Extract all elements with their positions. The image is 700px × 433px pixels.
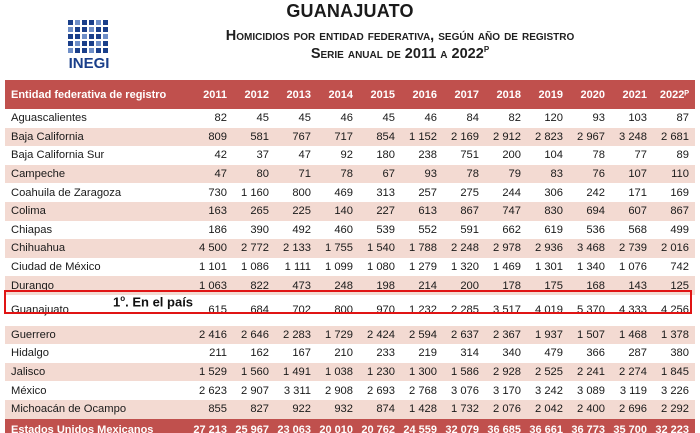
value-cell: 827	[250, 403, 269, 416]
entity-name-cell: Michoacán de Ocampo	[11, 403, 127, 416]
value-cell: 71	[298, 168, 311, 181]
logo-grid-square	[75, 41, 80, 46]
column-header-year: 2014	[328, 88, 353, 101]
table-row	[5, 363, 695, 382]
value-cell: 4 333	[619, 304, 647, 317]
value-cell: 1 468	[619, 328, 647, 341]
total-value-cell: 36 685	[487, 423, 521, 433]
value-cell: 87	[676, 112, 689, 125]
value-cell: 42	[214, 149, 227, 162]
value-cell: 2 936	[535, 242, 563, 255]
value-cell: 163	[208, 205, 227, 218]
table-total-row	[5, 419, 695, 433]
value-cell: 93	[592, 112, 605, 125]
value-cell: 1 586	[451, 366, 479, 379]
logo-grid-square	[82, 41, 87, 46]
value-cell: 2 739	[619, 242, 647, 255]
value-cell: 469	[334, 186, 353, 199]
value-cell: 3 089	[577, 384, 605, 397]
column-header-year: 2019	[538, 88, 563, 101]
value-cell: 47	[214, 168, 227, 181]
value-cell: 581	[250, 130, 269, 143]
value-cell: 499	[670, 223, 689, 236]
value-cell: 2 424	[367, 328, 395, 341]
logo-grid-square	[89, 48, 94, 53]
value-cell: 1 160	[241, 186, 269, 199]
rank-sup: o	[120, 294, 126, 303]
value-cell: 2 768	[409, 384, 437, 397]
table-row	[5, 221, 695, 240]
value-cell: 93	[424, 168, 437, 181]
total-label-cell: Estados Unidos Mexicanos	[11, 423, 154, 433]
entity-name-cell: Baja California Sur	[11, 149, 105, 162]
value-cell: 2 400	[577, 403, 605, 416]
value-cell: 92	[340, 149, 353, 162]
value-cell: 479	[544, 347, 563, 360]
total-value-cell: 25 967	[235, 423, 269, 433]
table-row	[5, 202, 695, 221]
value-cell: 313	[376, 186, 395, 199]
value-cell: 970	[376, 304, 395, 317]
value-cell: 238	[418, 149, 437, 162]
value-cell: 1 086	[241, 261, 269, 274]
value-cell: 78	[340, 168, 353, 181]
table-row	[5, 146, 695, 165]
column-header-year: 2018	[496, 88, 521, 101]
value-cell: 2 367	[493, 328, 521, 341]
value-cell: 1 732	[451, 403, 479, 416]
value-cell: 2 696	[619, 403, 647, 416]
value-cell: 257	[418, 186, 437, 199]
value-cell: 46	[424, 112, 437, 125]
value-cell: 539	[376, 223, 395, 236]
rank-text: . En el país	[125, 294, 194, 310]
logo-grid-square	[75, 48, 80, 53]
logo-grid-square	[103, 27, 108, 32]
value-cell: 47	[298, 149, 311, 162]
value-cell: 82	[508, 112, 521, 125]
value-cell: 167	[292, 347, 311, 360]
value-cell: 1 378	[661, 328, 689, 341]
value-cell: 2 908	[325, 384, 353, 397]
table-header-row	[5, 80, 695, 109]
value-cell: 2 016	[661, 242, 689, 255]
column-header-year: 2013	[286, 88, 311, 101]
table-row	[5, 239, 695, 258]
value-cell: 227	[376, 205, 395, 218]
total-value-cell: 35 700	[613, 423, 647, 433]
table-row	[5, 165, 695, 184]
value-cell: 742	[670, 261, 689, 274]
value-cell: 168	[586, 279, 605, 292]
total-value-cell: 23 063	[277, 423, 311, 433]
value-cell: 1 300	[409, 366, 437, 379]
value-cell: 473	[292, 279, 311, 292]
value-cell: 78	[466, 168, 479, 181]
subtitle-line2-text: Serie anual de 2011 a 2022	[310, 45, 484, 62]
value-cell: 822	[250, 279, 269, 292]
value-cell: 607	[628, 205, 647, 218]
value-cell: 2 133	[283, 242, 311, 255]
value-cell: 830	[544, 205, 563, 218]
value-cell: 45	[256, 112, 269, 125]
value-cell: 233	[376, 347, 395, 360]
value-cell: 2 283	[283, 328, 311, 341]
value-cell: 702	[292, 304, 311, 317]
value-cell: 800	[334, 304, 353, 317]
total-value-cell: 20 762	[361, 423, 395, 433]
value-cell: 2 967	[577, 130, 605, 143]
value-cell: 613	[418, 205, 437, 218]
logo-grid-square	[68, 34, 73, 39]
entity-name-cell: Chihuahua	[11, 242, 66, 255]
logo-grid-square	[96, 27, 101, 32]
table-row	[5, 258, 695, 277]
value-cell: 214	[418, 279, 437, 292]
value-cell: 306	[544, 186, 563, 199]
value-cell: 248	[334, 279, 353, 292]
value-cell: 1 937	[535, 328, 563, 341]
value-cell: 684	[250, 304, 269, 317]
value-cell: 107	[628, 168, 647, 181]
logo-grid-square	[96, 41, 101, 46]
value-cell: 867	[460, 205, 479, 218]
table-row	[5, 326, 695, 345]
value-cell: 1 788	[409, 242, 437, 255]
entity-name-cell: Aguascalientes	[11, 112, 87, 125]
value-cell: 492	[292, 223, 311, 236]
value-cell: 854	[376, 130, 395, 143]
value-cell: 45	[298, 112, 311, 125]
value-cell: 552	[418, 223, 437, 236]
logo-grid-square	[75, 20, 80, 25]
value-cell: 730	[208, 186, 227, 199]
value-cell: 1 729	[325, 328, 353, 341]
value-cell: 110	[671, 168, 689, 181]
value-cell: 460	[334, 223, 353, 236]
subtitle-line1: Homicidios por entidad federativa, según año de registro	[225, 28, 575, 44]
logo-grid-square	[68, 20, 73, 25]
value-cell: 171	[628, 186, 647, 199]
value-cell: 3 226	[661, 384, 689, 397]
value-cell: 2 637	[451, 328, 479, 341]
table-row	[5, 109, 695, 128]
value-cell: 1 491	[283, 366, 311, 379]
rank-note	[113, 294, 193, 309]
value-cell: 3 170	[493, 384, 521, 397]
table-row	[5, 183, 695, 202]
value-cell: 3 311	[283, 384, 311, 397]
column-header-year: 2022ᴾ	[659, 88, 689, 101]
value-cell: 46	[340, 112, 353, 125]
value-cell: 2 416	[199, 328, 227, 341]
logo-grid-square	[82, 34, 87, 39]
entity-name-cell: Durango	[11, 279, 54, 292]
value-cell: 2 928	[493, 366, 521, 379]
total-value-cell: 27 213	[193, 423, 227, 433]
value-cell: 366	[586, 347, 605, 360]
value-cell: 4 256	[661, 304, 689, 317]
value-cell: 1 101	[199, 261, 227, 274]
entity-name-cell: Campeche	[11, 168, 66, 181]
value-cell: 175	[544, 279, 563, 292]
value-cell: 89	[676, 149, 689, 162]
value-cell: 1 230	[367, 366, 395, 379]
value-cell: 210	[334, 347, 353, 360]
value-cell: 747	[502, 205, 521, 218]
value-cell: 1 755	[325, 242, 353, 255]
entity-name-cell: Guanajuato	[11, 304, 69, 317]
value-cell: 1 279	[409, 261, 437, 274]
value-cell: 78	[592, 149, 605, 162]
value-cell: 2 292	[661, 403, 689, 416]
logo-grid-square	[68, 27, 73, 32]
value-cell: 3 248	[619, 130, 647, 143]
table-body	[5, 109, 695, 419]
value-cell: 751	[460, 149, 479, 162]
value-cell: 79	[508, 168, 521, 181]
logo-grid-square	[82, 20, 87, 25]
value-cell: 2 285	[451, 304, 479, 317]
value-cell: 2 772	[241, 242, 269, 255]
value-cell: 2 681	[661, 130, 689, 143]
logo-grid-square	[103, 20, 108, 25]
logo-grid-square	[75, 27, 80, 32]
value-cell: 103	[628, 112, 647, 125]
value-cell: 314	[460, 347, 479, 360]
logo-grid-square	[103, 34, 108, 39]
column-header-year: 2016	[412, 88, 437, 101]
total-value-cell: 24 559	[403, 423, 437, 433]
table-row	[5, 301, 695, 320]
value-cell: 1 038	[325, 366, 353, 379]
value-cell: 390	[250, 223, 269, 236]
value-cell: 77	[634, 149, 647, 162]
value-cell: 5 370	[577, 304, 605, 317]
value-cell: 2 525	[535, 366, 563, 379]
column-header-year: 2020	[580, 88, 605, 101]
table-row	[5, 128, 695, 147]
logo-grid-square	[82, 27, 87, 32]
value-cell: 1 469	[493, 261, 521, 274]
value-cell: 3 517	[493, 304, 521, 317]
value-cell: 2 274	[619, 366, 647, 379]
value-cell: 45	[382, 112, 395, 125]
value-cell: 874	[376, 403, 395, 416]
column-header-year: 2015	[370, 88, 395, 101]
value-cell: 83	[550, 168, 563, 181]
value-cell: 162	[250, 347, 269, 360]
value-cell: 1 845	[661, 366, 689, 379]
value-cell: 2 693	[367, 384, 395, 397]
value-cell: 37	[256, 149, 269, 162]
entity-name-cell: Hidalgo	[11, 347, 49, 360]
logo-grid-square	[96, 48, 101, 53]
value-cell: 568	[628, 223, 647, 236]
logo-grid-square	[103, 48, 108, 53]
value-cell: 275	[460, 186, 479, 199]
total-value-cell: 32 223	[655, 423, 689, 433]
value-cell: 1 428	[409, 403, 437, 416]
page-title: GUANAJUATO	[286, 1, 414, 21]
value-cell: 143	[628, 279, 647, 292]
value-cell: 1 340	[577, 261, 605, 274]
value-cell: 615	[208, 304, 227, 317]
value-cell: 1 507	[577, 328, 605, 341]
value-cell: 1 301	[535, 261, 563, 274]
table-row	[5, 381, 695, 400]
subtitle-line2	[120, 45, 680, 62]
value-cell: 67	[382, 168, 395, 181]
value-cell: 2 042	[535, 403, 563, 416]
value-cell: 1 111	[284, 261, 311, 274]
value-cell: 186	[208, 223, 227, 236]
value-cell: 244	[502, 186, 521, 199]
value-cell: 932	[334, 403, 353, 416]
entity-name-cell: Colima	[11, 205, 46, 218]
value-cell: 1 099	[325, 261, 353, 274]
logo-grid-square	[68, 41, 73, 46]
logo-grid-square	[89, 20, 94, 25]
value-cell: 84	[466, 112, 479, 125]
value-cell: 2 907	[241, 384, 269, 397]
value-cell: 2 248	[451, 242, 479, 255]
value-cell: 169	[670, 186, 689, 199]
total-value-cell: 36 773	[571, 423, 605, 433]
entity-name-cell: Jalisco	[11, 366, 46, 379]
logo-grid-square	[96, 34, 101, 39]
value-cell: 717	[334, 130, 353, 143]
value-cell: 200	[460, 279, 479, 292]
value-cell: 178	[502, 279, 521, 292]
column-header-year: 2011	[203, 88, 227, 101]
value-cell: 1 063	[199, 279, 227, 292]
value-cell: 198	[376, 279, 395, 292]
value-cell: 2 241	[577, 366, 605, 379]
total-value-cell: 32 079	[445, 423, 479, 433]
value-cell: 265	[250, 205, 269, 218]
value-cell: 225	[292, 205, 311, 218]
subtitle-superscript: P	[483, 45, 490, 54]
logo-grid-square	[103, 41, 108, 46]
value-cell: 2 978	[493, 242, 521, 255]
value-cell: 1 152	[409, 130, 437, 143]
value-cell: 2 623	[199, 384, 227, 397]
value-cell: 4 019	[535, 304, 563, 317]
value-cell: 800	[292, 186, 311, 199]
value-cell: 3 242	[535, 384, 563, 397]
entity-name-cell: Guerrero	[11, 328, 56, 341]
value-cell: 3 468	[577, 242, 605, 255]
total-value-cell: 36 661	[529, 423, 563, 433]
value-cell: 2 646	[241, 328, 269, 341]
inegi-logo-icon	[58, 18, 120, 70]
value-cell: 2 076	[493, 403, 521, 416]
entity-name-cell: Coahuila de Zaragoza	[11, 186, 122, 199]
logo-grid-square	[75, 34, 80, 39]
column-header-year: 2012	[244, 88, 269, 101]
value-cell: 82	[214, 112, 227, 125]
value-cell: 380	[670, 347, 689, 360]
value-cell: 1 540	[367, 242, 395, 255]
value-cell: 767	[292, 130, 311, 143]
entity-name-cell: Baja California	[11, 130, 84, 143]
value-cell: 694	[586, 205, 605, 218]
value-cell: 1 080	[367, 261, 395, 274]
homicides-table	[5, 80, 695, 433]
column-header-entity: Entidad federativa de registro	[11, 88, 167, 101]
table-row	[5, 276, 695, 295]
entity-name-cell: Ciudad de México	[11, 261, 101, 274]
value-cell: 536	[586, 223, 605, 236]
logo-grid-square	[89, 41, 94, 46]
value-cell: 662	[502, 223, 521, 236]
value-cell: 2 912	[493, 130, 521, 143]
value-cell: 591	[460, 223, 479, 236]
value-cell: 1 076	[619, 261, 647, 274]
value-cell: 2 823	[535, 130, 563, 143]
value-cell: 619	[544, 223, 563, 236]
column-header-year: 2017	[454, 88, 479, 101]
rank-number: 1	[113, 294, 121, 310]
value-cell: 104	[544, 149, 563, 162]
value-cell: 2 169	[451, 130, 479, 143]
value-cell: 922	[292, 403, 311, 416]
logo-grid-square	[68, 48, 73, 53]
value-cell: 76	[592, 168, 605, 181]
entity-name-cell: México	[11, 384, 47, 397]
value-cell: 340	[502, 347, 521, 360]
value-cell: 2 594	[409, 328, 437, 341]
value-cell: 219	[418, 347, 437, 360]
value-cell: 4 500	[199, 242, 227, 255]
value-cell: 1 232	[409, 304, 437, 317]
value-cell: 1 529	[199, 366, 227, 379]
value-cell: 140	[334, 205, 353, 218]
value-cell: 180	[376, 149, 395, 162]
logo-grid-square	[89, 34, 94, 39]
table-row	[5, 344, 695, 363]
value-cell: 3 076	[451, 384, 479, 397]
total-value-cell: 20 010	[319, 423, 353, 433]
value-cell: 120	[544, 112, 563, 125]
value-cell: 809	[208, 130, 227, 143]
value-cell: 855	[208, 403, 227, 416]
value-cell: 3 119	[619, 384, 647, 397]
value-cell: 242	[586, 186, 605, 199]
logo-grid-square	[82, 48, 87, 53]
logo-grid-square	[89, 27, 94, 32]
logo-grid-square	[96, 20, 101, 25]
table-row	[5, 400, 695, 419]
value-cell: 1 320	[451, 261, 479, 274]
value-cell: 200	[502, 149, 521, 162]
value-cell: 80	[256, 168, 269, 181]
value-cell: 287	[628, 347, 647, 360]
value-cell: 867	[670, 205, 689, 218]
logo-text: INEGI	[68, 55, 110, 70]
entity-name-cell: Chiapas	[11, 223, 53, 236]
column-header-year: 2021	[622, 88, 647, 101]
value-cell: 211	[209, 347, 227, 360]
value-cell: 1 560	[241, 366, 269, 379]
value-cell: 125	[670, 279, 689, 292]
